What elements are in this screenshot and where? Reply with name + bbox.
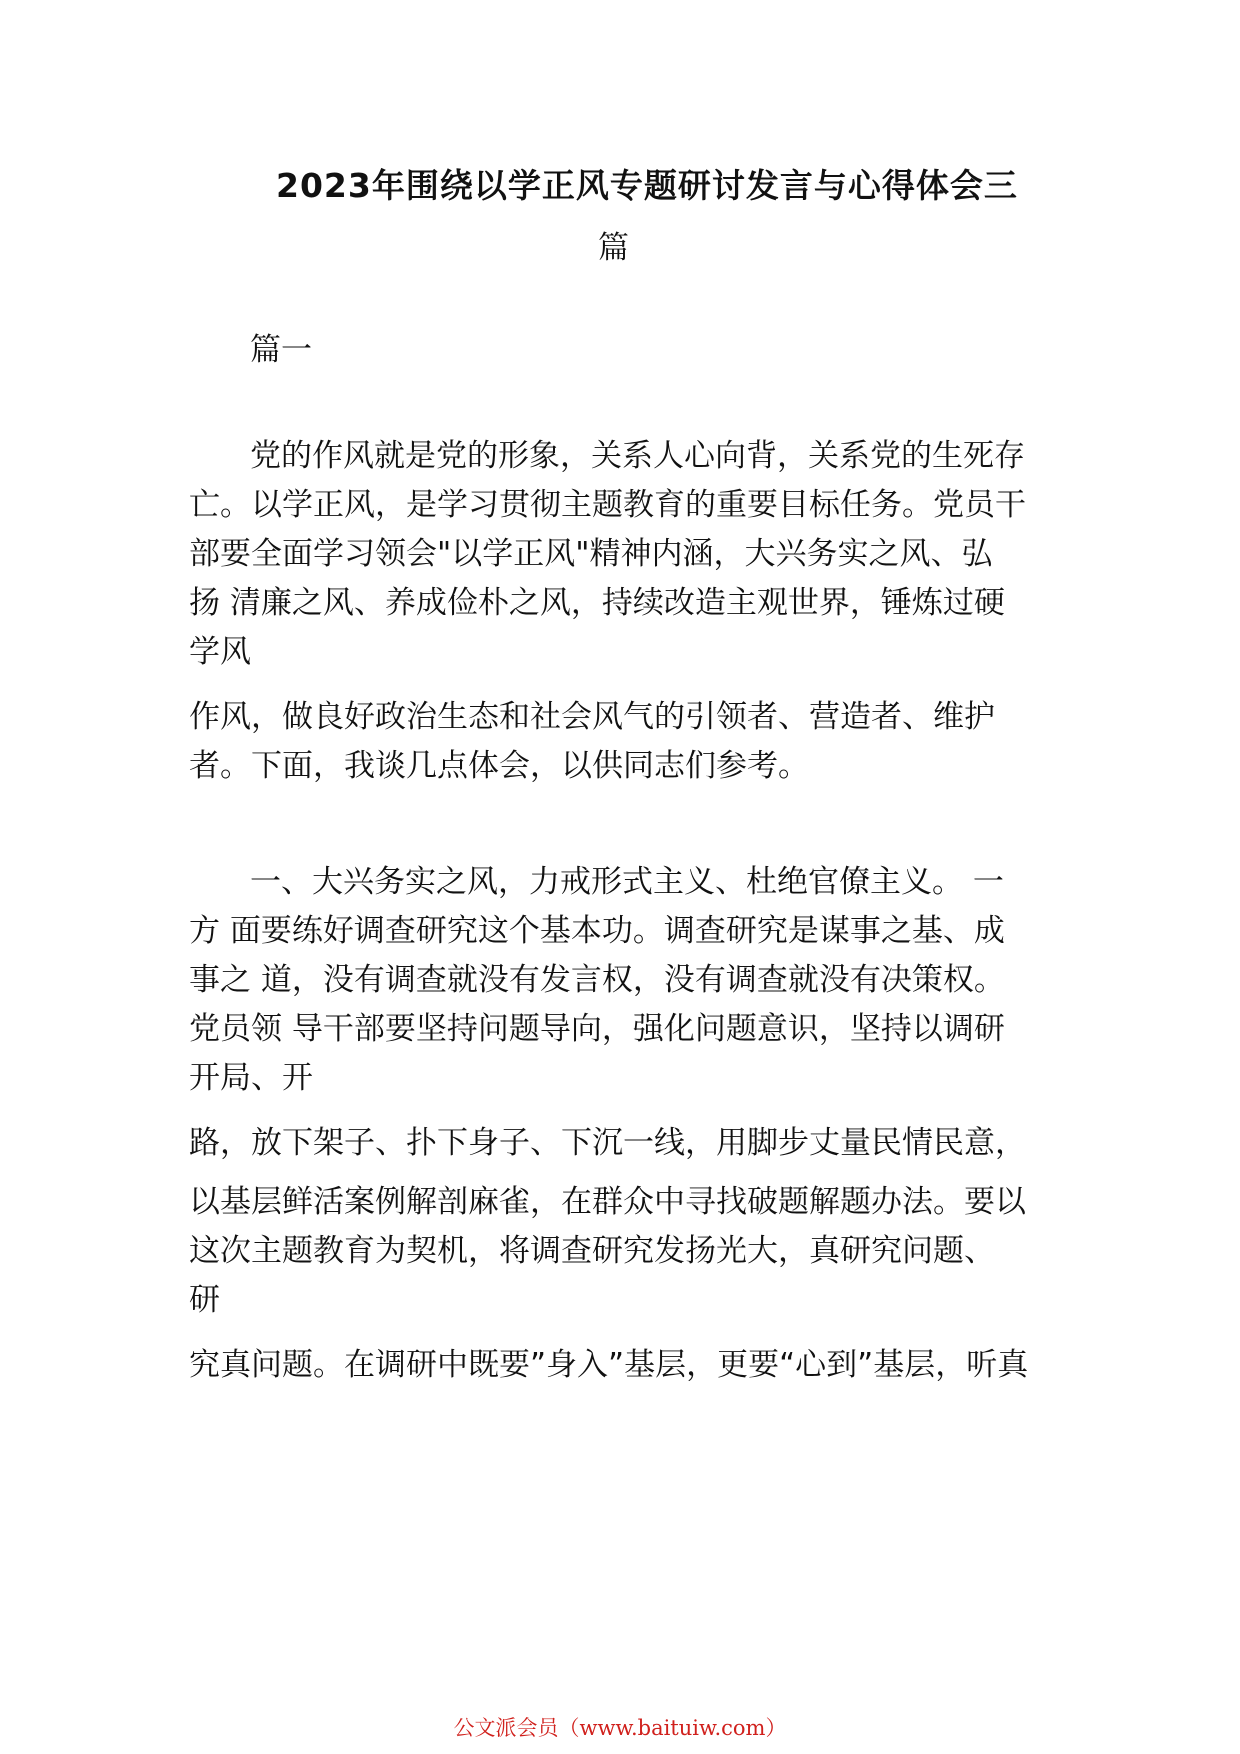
- paragraph-line: 一、大兴务实之风，力戒形式主义、杜绝官僚主义。 一: [250, 864, 1004, 900]
- paragraph-line: 党员领 导干部要坚持问题导向，强化问题意识，坚持以调研: [189, 1011, 1005, 1047]
- paragraph-line: 事之 道，没有调查就没有发言权，没有调查就没有决策权。: [189, 962, 1005, 998]
- document-title-continued: 篇: [598, 230, 629, 266]
- paragraph-line: 这次主题教育为契机，将调查研究发扬光大，真研究问题、: [189, 1233, 995, 1269]
- paragraph-line: 者。下面，我谈几点体会，以供同志们参考。: [189, 748, 809, 784]
- paragraph-line: 研: [189, 1282, 220, 1318]
- section-heading: 篇一: [250, 332, 312, 368]
- paragraph-line: 党的作风就是党的形象，关系人心向背，关系党的生死存: [250, 438, 1025, 474]
- paragraph-line: 部要全面学习领会"以学正风"精神内涵，大兴务实之风、弘: [189, 536, 993, 572]
- paragraph-line: 作风，做良好政治生态和社会风气的引领者、营造者、维护: [189, 699, 995, 735]
- paragraph-line: 扬 清廉之风、养成俭朴之风，持续改造主观世界，锤炼过硬: [189, 585, 1005, 621]
- paragraph-line: 学风: [189, 634, 251, 670]
- paragraph-line: 究真问题。在调研中既要”身入”基层，更要“心到”基层，听真: [189, 1347, 1029, 1383]
- paragraph-line: 开局、开: [189, 1060, 313, 1096]
- paragraph-line: 以基层鲜活案例解剖麻雀，在群众中寻找破题解题办法。要以: [189, 1184, 1026, 1220]
- paragraph-line: 路，放下架子、扑下身子、下沉一线，用脚步丈量民情民意，: [189, 1125, 1026, 1161]
- paragraph-line: 方 面要练好调查研究这个基本功。调查研究是谋事之基、成: [189, 913, 1005, 949]
- paragraph-line: 亡。以学正风，是学习贯彻主题教育的重要目标任务。党员干: [189, 487, 1026, 523]
- document-title: 2023年围绕以学正风专题研讨发言与心得体会三: [276, 166, 1018, 205]
- watermark-footer: 公文派会员（www.baituiw.com）: [453, 1716, 787, 1740]
